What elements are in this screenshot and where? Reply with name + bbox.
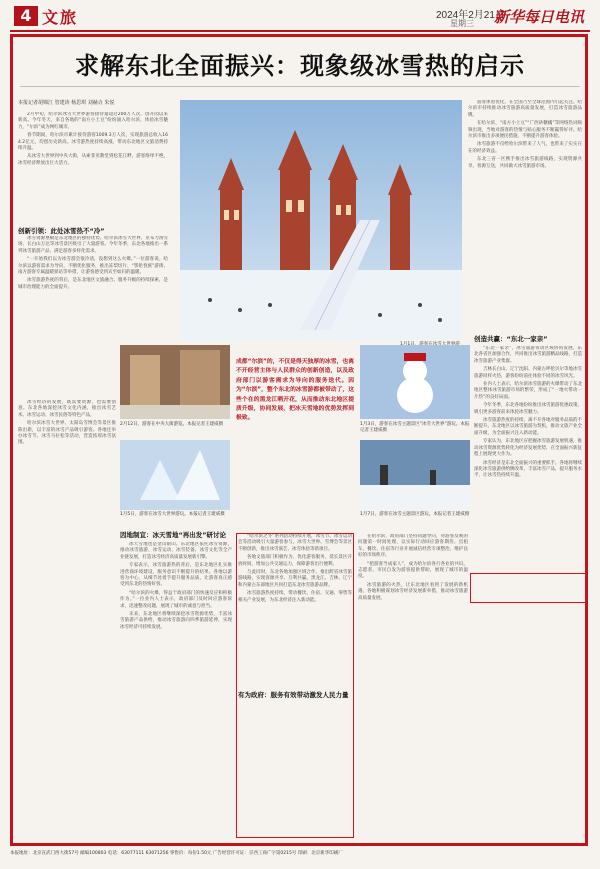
headline: 求解东北全面振兴：现象级冰雪热的启示 bbox=[75, 51, 525, 80]
pull-quote: 成都“尔滨”的，不仅是得天独厚的冰雪，也离不开经营主体与人民群众的创新创造，以及政府部门以游客需求为导向的服务迭代。因为“尔滨”，整个东北的冰雪游都被带动了，这些个在的黑龙江晒开花，从而推动东北地区提质升级，协同发展，把冰天雪地的优势发挥到极致。 bbox=[236, 359, 354, 422]
body-column-right-2: “东北一家亲”，冰雪旅游带动区域协同发展。东北各省区加强合作，共同推出冰雪旅游精品线路，打造冰雪旅游产业集群。 吉林长白山、辽宁沈阳、内蒙古呼伦贝尔等地冰雪旅游同样火热，游客纷纷前往体验不同的冰雪风光。 业内人士表示，哈尔滨冰雪旅游的火爆带动了东北地区整体冰雪旅游市场的繁荣，形成了“一地火带动一片热”的良好局面。 今年冬季，东北各地纷纷推出冰雪旅游优惠政策，吸引更多游客前来体验冰雪魅力。 冰雪旅游热度的持续，离不开各地对服务品质的不断提升。东北地区以冰雪旅游为契机，推动文旅产业全面升级，为全面振兴注入新动能。 专家认为，东北地区应把握冰雪旅游发展机遇，推动冰雪资源优势转化为经济发展优势，在全面振兴新征程上展现更大作为。 冰雪经济是东北全面振兴的重要抓手。各地将继续深化冰雪旅游供给侧改革，丰富冰雪产品，提升服务水平，让冰雪热持续升温。 bbox=[474, 346, 582, 479]
body-column-right: 游客体验优化，在全国乃至全球范围内引起关注。哈尔滨市持续推动冰雪旅游高质量发展，打造冰雪旅游品牌。 在哈尔滨，“南方小土豆”“广西砂糖橘”等网络热词频频出现，当地对游客的热情与贴心服务不断赢得好评。哈尔滨市推出多项便民措施，不断提升游客体验。 冰雪旅游不仅给哈尔滨带来了人气，也带来了实实在在的经济效益。 东北三省一区携手推出冰雪旅游线路，实现资源共享、客源互送，共同做大冰雪旅游市场。 bbox=[468, 100, 582, 169]
page-number: 4 bbox=[14, 6, 38, 26]
main-photo-ice-castle bbox=[180, 100, 462, 340]
masthead: 新华每日电讯 bbox=[494, 8, 585, 26]
section-title: 文旅 bbox=[42, 8, 79, 27]
headline-rule bbox=[20, 86, 580, 87]
issue-date: 2024年2月21日 bbox=[436, 10, 505, 21]
photo-ice-sculpture bbox=[120, 440, 230, 510]
body-column-3: 冰天雪地也是金山银山。东北地区依托冰雪资源，推动冰雪旅游、冰雪运动、冰雪装备、冰雪文化等全产业链发展，打造冰雪经济高质量发展新引擎。 专家表示，冰雪旅游热的背后，是东北地区扎实推进营商环境建设、服务意识不断提升的结果。各地以游客为中心，从细节处着手提升服务品质，让游客真正感受到东北的热情好客。 “哈尔滨的火爆，得益于政府部门的快速反应和积极作为。”一位业内人士表示，政府部门及时回应游客诉求，迅速整改问题，展现了城市的诚意与担当。 未来，东北地区将继续深挖冰雪资源优势，丰富冰雪旅游产品供给，推动冰雪旅游向四季旅游延伸，实现冰雪经济可持续发展。 bbox=[120, 542, 232, 630]
photo-central-street bbox=[120, 345, 230, 419]
ice-castle-illustration bbox=[180, 100, 462, 340]
body-column-4: “哈尔滨之冬”系列活动持续开展，冰雪节、冰雪运动会等活动吸引大量游客参与。冰雪大世界、雪博会等景区不断创新，推出冰雪演艺、冰雪体验等新项目。 各地文旅部门积极作为，优化游客服务，延长景区开放时间，增加公共交通运力，保障游客出行便利。 与此同时，东北各地加强区域合作，推出跨省冰雪旅游线路，实现客源共享、互利共赢。黑龙江、吉林、辽宁和内蒙古东部地区共同打造东北冰雪旅游品牌。 冰雪旅游热度持续，带动餐饮、住宿、交通、零售等相关产业发展，为东北经济注入新动能。 bbox=[238, 534, 352, 603]
photo-snowman bbox=[360, 345, 470, 419]
highlight-box-right bbox=[470, 573, 586, 603]
photo-caption-2: 2月12日，游客在中央大街游览。本报记者王建威摄 bbox=[120, 422, 224, 427]
street-scene-illustration bbox=[120, 345, 230, 419]
highlight-box-bottom bbox=[236, 533, 354, 838]
snowman-illustration bbox=[360, 345, 470, 419]
byline: 本报记者胡锦江 管建涛 杨思琪 刘赫垚 朱悦 bbox=[18, 100, 115, 106]
ice-sculpture-illustration bbox=[120, 440, 230, 510]
subhead-5: 创造共赢：“东北一家亲” bbox=[474, 335, 548, 343]
photo-caption-3: 1月3日，游客在冰雪主题景区“冰雪大世界”游玩。本报记者王建威摄 bbox=[360, 422, 470, 433]
body-column-2: 冰雪经济的发展，既需要资源，也需要创意。东北各地深挖冰雪文化内涵，推出冰雪艺术、冰雪运动、冰雪民俗等特色产品。 哈尔滨冰雪大世界、太阳岛雪博会等景区推陈出新，以丰富的冰雪产品吸引游客。各地还举办冰雪节、冰雪马拉松等活动，营造浓厚冰雪氛围。 bbox=[18, 400, 116, 446]
snow-park-illustration bbox=[360, 440, 470, 510]
body-column-1b: 冰雪资源禀赋是东北地区的独特优势。哈尔滨冰雪大世界、亚布力滑雪场、长白山万达等冰雪景区吸引了大量游客。今年冬季，东北各地推出一系列冰雪旅游产品，满足游客多样化需求。 “一开始我们以为冰雪游会很冷清，没想到这么火爆。”一位游客说。哈尔滨以游客需求为导向，不断优化服务，推出冻梨切片、“鄂伦春族”游街、南方游客专属温暖驿站等举措，让游客感受到宾至如归的温暖。 冰雪旅游热度的背后，是东北地区文旅融合、服务升级的持续探索，是城市治理能力的全面提升。 bbox=[18, 236, 168, 290]
subhead-1: 创新引领：此处冰雪热不“冷” bbox=[18, 227, 105, 235]
header-rule bbox=[10, 30, 590, 32]
body-column-5: 在哈尔滨，政府部门坚持问题导向，对游客反映的问题第一时间处理，以实际行动回应游客期待。出租车、餐饮、住宿等行业开展诚信经营专项整治，维护良好的市场秩序。 “把游客当成家人”，成为哈尔滨各行各业的共识。志愿者、市民自发为游客提供帮助，展现了城市的温度。 冰雪旅游的火热，让东北地区看到了发展的新机遇。各地积极谋划冰雪经济发展新举措，推动冰雪旅游高质量发展。 bbox=[358, 534, 468, 601]
photo-caption-5: 1月7日，游客在冰雪主题景区游玩。本报记者王建威摄 bbox=[360, 512, 470, 517]
photo-caption-4: 1月5日，游客在冰雪大世界游玩。本报记者王建威摄 bbox=[120, 512, 225, 517]
photo-snow-park bbox=[360, 440, 470, 510]
issue-weekday: 星期三 bbox=[450, 19, 474, 28]
footer-info: 本报地址：北京宣武门西大街57号 邮编100803 电话：63077111 63071256 零售价：每份1.50元 广告经营许可证：京西工商广字第0215号 印刷：北京新华印刷厂 bbox=[10, 851, 343, 856]
body-column-1: 2月中旬，哈尔滨冰雪大世界游客接待量超过200万人次，创开园以来新高。今年冬天，来自各地的“南方小土豆”纷纷涌入哈尔滨，体验冰雪魅力，“尔滨”成为网红城市。 春节期间，哈尔滨市累计接待游客1009.3万人次，实现旅游总收入164.2亿元，均创历史新高。冰雪游热度持续高涨，带动东北地区文旅消费持续升温。 从冰雪大世界到中央大街，从索菲亚教堂到松花江畔，游客络绎不绝，冰雪经济释放出巨大活力。 bbox=[18, 112, 168, 166]
subhead-4: 有为政府：服务有效带动激发人民力量 bbox=[238, 691, 349, 699]
subhead-3: 因地制宜：冰天雪地“再出发”研讨论 bbox=[120, 531, 227, 539]
page-header bbox=[0, 0, 600, 30]
